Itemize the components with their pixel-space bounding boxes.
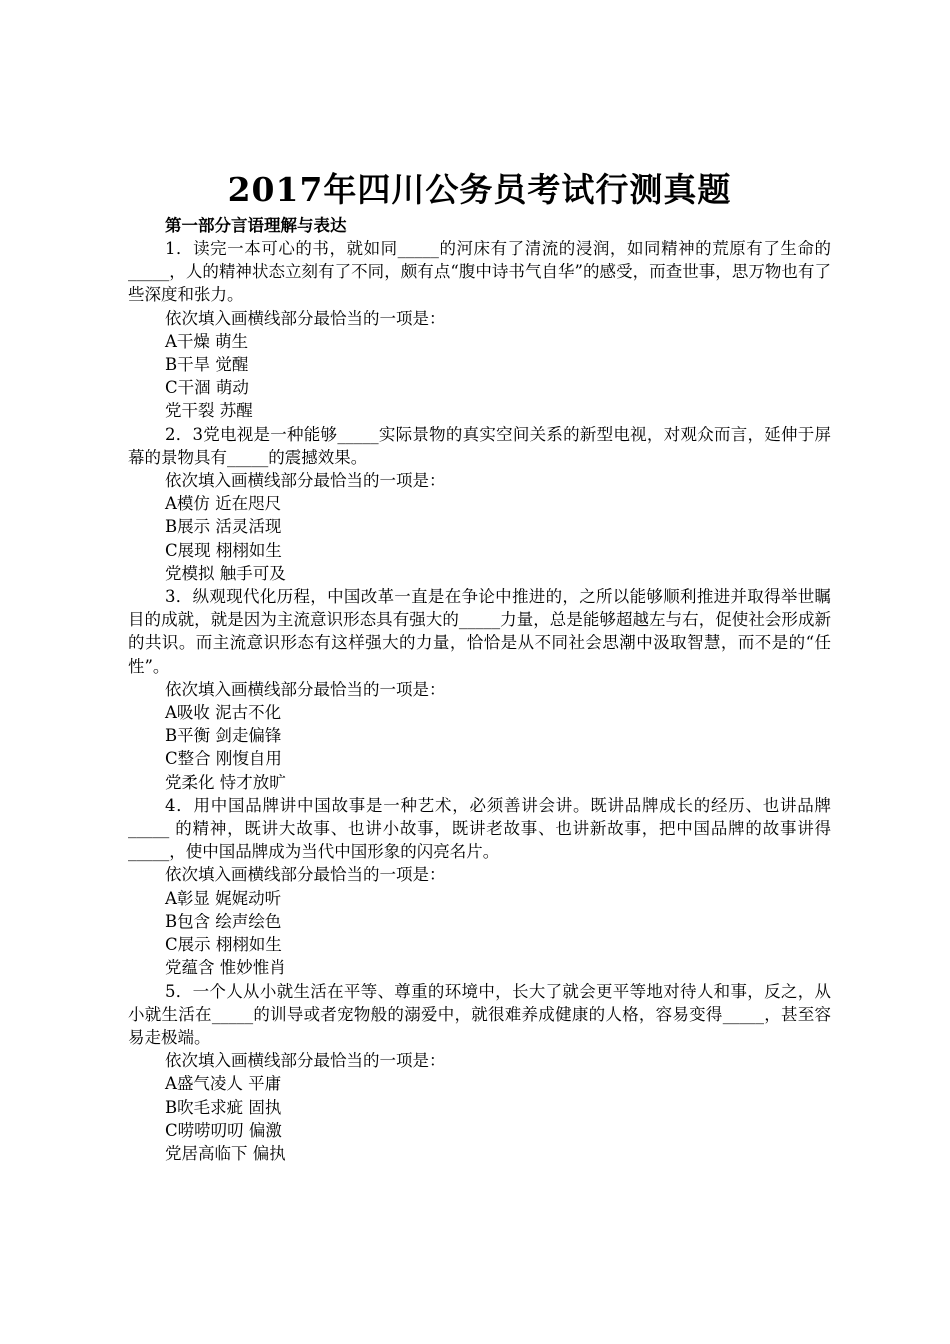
question-prompt: 依次填入画横线部分最恰当的一项是： bbox=[165, 679, 446, 699]
document-title: 2017年四川公务员考试行测真题 bbox=[227, 170, 732, 209]
question-prompt: 依次填入画横线部分最恰当的一项是： bbox=[165, 471, 446, 491]
option-d: 党蕴含 惟妙惟肖 bbox=[165, 958, 286, 978]
question-stem: 3．纵观现代化历程，中国改革一直是在争论中推进的，之所以能够顺利推进并取得举世瞩目的成就，就是因为主流意识形态具有强大的_____力量，总是能够超越左与右，促使社会形成新的共识。而主流意识形态有这样强大的力量，恰恰是从不同社会思潮中汲取智慧，而不是的“任性”。 bbox=[128, 587, 831, 676]
option-a: A彰显 娓娓动听 bbox=[165, 888, 282, 908]
option-a: A吸收 泥古不化 bbox=[165, 703, 282, 723]
option-b: B展示 活灵活现 bbox=[165, 517, 282, 537]
option-d: 党居高临下 偏执 bbox=[165, 1143, 286, 1163]
option-d: 党柔化 恃才放旷 bbox=[165, 772, 286, 792]
question-prompt: 依次填入画横线部分最恰当的一项是： bbox=[165, 308, 446, 328]
question-stem: 1．读完一本可心的书，就如同_____的河床有了清流的浸润，如同精神的荒原有了生命的_____，人的精神状态立刻有了不同，颇有点“腹中诗书气自华”的感受，而查世事，思万物也有了些深度和张力。 bbox=[128, 239, 831, 305]
option-c: C展示 栩栩如生 bbox=[165, 935, 282, 955]
option-c: C整合 刚愎自用 bbox=[165, 749, 282, 769]
option-d: 党模拟 触手可及 bbox=[165, 563, 286, 583]
question-5 bbox=[128, 980, 831, 1166]
option-b: B干旱 觉醒 bbox=[165, 355, 249, 375]
question-prompt: 依次填入画横线部分最恰当的一项是： bbox=[165, 865, 446, 885]
option-d: 党干裂 苏醒 bbox=[165, 401, 253, 421]
option-c: C干涸 萌动 bbox=[165, 378, 249, 398]
question-1 bbox=[128, 237, 831, 423]
document-page bbox=[128, 168, 831, 1165]
question-stem: 4．用中国品牌讲中国故事是一种艺术，必须善讲会讲。既讲品牌成长的经历、也讲品牌_____ 的精神，既讲大故事、也讲小故事，既讲老故事、也讲新故事，把中国品牌的故事讲得_____，使中国品牌成为当代中国形象的闪亮名片。 bbox=[128, 795, 831, 862]
option-b: B包含 绘声绘色 bbox=[165, 911, 282, 931]
question-4 bbox=[128, 794, 831, 980]
question-stem: 5．一个人从小就生活在平等、尊重的环境中，长大了就会更平等地对待人和事，反之，从小就生活在_____的训导或者宠物般的溺爱中，就很难养成健康的人格，容易变得_____，甚至容易走极端。 bbox=[128, 981, 831, 1047]
option-b: B吹毛求疵 固执 bbox=[165, 1097, 282, 1117]
section-heading: 第一部分言语理解与表达 bbox=[165, 216, 347, 235]
option-a: A干燥 萌生 bbox=[165, 331, 249, 351]
option-c: C唠唠叨叨 偏激 bbox=[165, 1120, 282, 1140]
option-a: A模仿 近在咫尺 bbox=[165, 494, 282, 514]
option-c: C展现 栩栩如生 bbox=[165, 540, 282, 560]
question-3 bbox=[128, 585, 831, 794]
option-b: B平衡 剑走偏锋 bbox=[165, 726, 282, 746]
question-stem: 2．3党电视是一种能够_____实际景物的真实空间关系的新型电视，对观众而言，延伸于屏幕的景物具有_____的震撼效果。 bbox=[128, 424, 831, 467]
option-a: A盛气凌人 平庸 bbox=[165, 1074, 282, 1094]
question-prompt: 依次填入画横线部分最恰当的一项是： bbox=[165, 1051, 446, 1071]
question-2 bbox=[128, 423, 831, 585]
